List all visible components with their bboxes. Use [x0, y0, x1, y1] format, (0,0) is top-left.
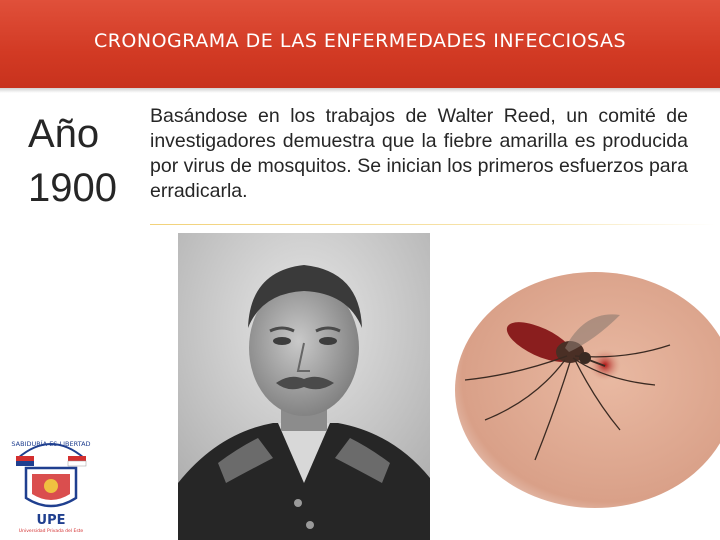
- description-text: Basándose en los trabajos de Walter Reed, un comité de investigadores demuestra que la fiebre amarilla es producida por virus de mosquitos. Se inician los primeros esfuerzos para erradicarla.: [150, 105, 688, 202]
- slide-title: CRONOGRAMA DE LAS ENFERMEDADES INFECCIOSAS: [93, 30, 627, 52]
- mosquito-photo: [445, 270, 720, 520]
- divider-line: [150, 224, 716, 225]
- title-banner: [0, 0, 720, 88]
- logo-name: Universidad Privada del Este: [18, 529, 84, 534]
- logo-motto: SABIDURÍA ES LIBERTAD: [11, 440, 91, 448]
- logo-acronym: UPE: [36, 513, 66, 528]
- year-number: 1900: [28, 166, 117, 210]
- portrait-photo: [178, 233, 430, 540]
- banner-shadow: [0, 88, 720, 93]
- university-logo: [8, 428, 94, 536]
- year-label: Año: [28, 112, 100, 156]
